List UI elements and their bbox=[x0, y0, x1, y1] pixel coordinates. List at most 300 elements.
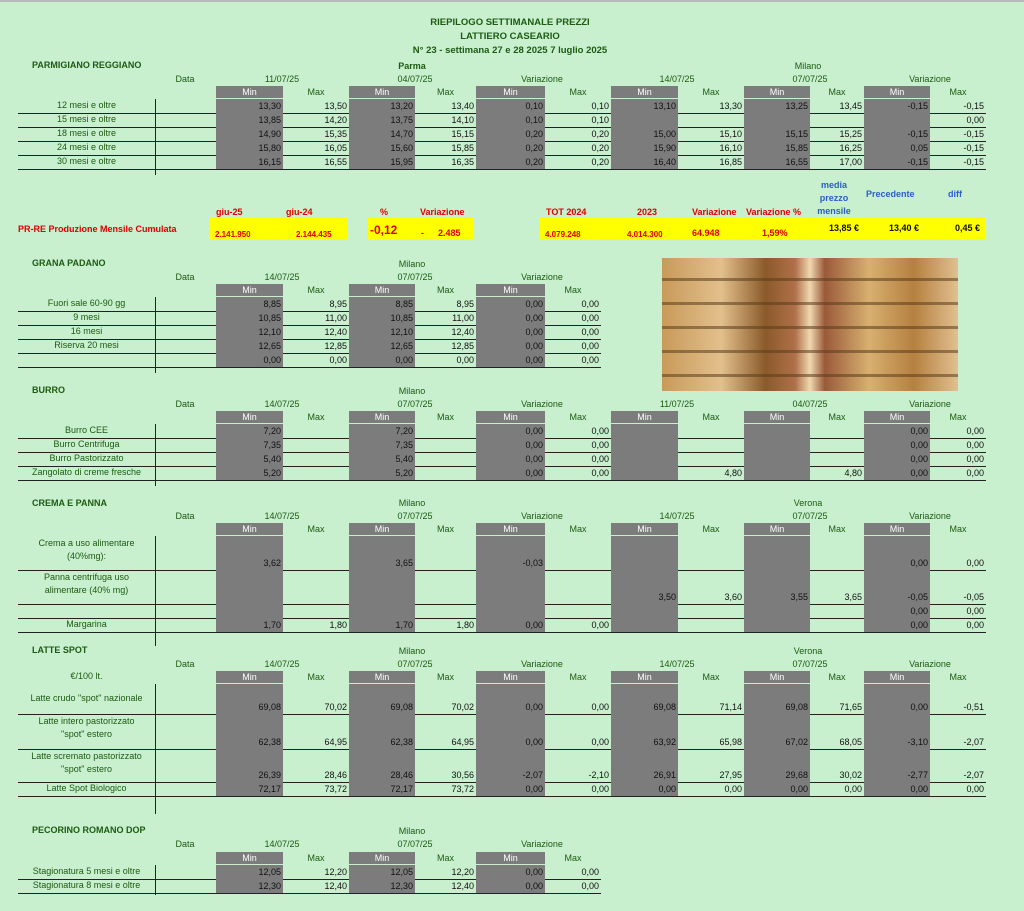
parmigiano-vline bbox=[155, 99, 156, 175]
parmigiano-min-header: Min bbox=[744, 86, 810, 98]
parmigiano-value: 0,05 bbox=[864, 141, 930, 155]
parmigiano-value bbox=[611, 113, 678, 127]
crema-value bbox=[678, 536, 744, 570]
burro-value bbox=[611, 452, 678, 466]
burro-value bbox=[810, 424, 864, 438]
production-label: PR-RE Produzione Mensile Cumulata bbox=[18, 224, 177, 234]
crema-value bbox=[611, 618, 678, 632]
crema-date-2: 14/07/25 bbox=[659, 511, 695, 521]
burro-date-0: 14/07/25 bbox=[264, 399, 300, 409]
parmigiano-value: 13,30 bbox=[719, 101, 742, 111]
parmigiano-row-label: 30 mesi e oltre bbox=[56, 156, 117, 166]
burro-variazione-1: Variazione bbox=[909, 399, 951, 409]
burro-value: 5,20 bbox=[349, 466, 415, 480]
burro-value bbox=[283, 466, 349, 480]
crema-min-header: Min bbox=[216, 523, 283, 535]
crema-value bbox=[810, 536, 864, 570]
parmigiano-value: 16,10 bbox=[719, 143, 742, 153]
parmigiano-min-header: Min bbox=[216, 86, 283, 98]
grana-title: GRANA PADANO bbox=[32, 258, 106, 268]
latte-value: 71,65 bbox=[839, 702, 862, 712]
crema-value: 1,70 bbox=[216, 618, 283, 632]
burro-data-label: Data bbox=[175, 399, 195, 409]
parmigiano-variazione-0: Variazione bbox=[521, 74, 563, 84]
burro-value: 0,00 bbox=[966, 440, 984, 450]
burro-value bbox=[810, 438, 864, 452]
parmigiano-value: 14,90 bbox=[216, 127, 283, 141]
pecorino-row-line bbox=[18, 893, 601, 894]
crema-row-label: Panna centrifuga uso bbox=[43, 572, 130, 582]
latte-title: LATTE SPOT bbox=[32, 645, 88, 655]
burro-value: 0,00 bbox=[864, 466, 930, 480]
pecorino-date-0: 14/07/25 bbox=[264, 839, 300, 849]
crema-value: 0,00 bbox=[864, 618, 930, 632]
latte-value: 30,02 bbox=[839, 770, 862, 780]
latte-value: 0,00 bbox=[844, 784, 862, 794]
burro-value bbox=[415, 438, 476, 452]
parmigiano-value: 15,80 bbox=[216, 141, 283, 155]
latte-value: 65,98 bbox=[719, 737, 742, 747]
burro-variazione-0: Variazione bbox=[521, 399, 563, 409]
burro-value: 0,00 bbox=[864, 438, 930, 452]
hdr-pct: % bbox=[380, 207, 389, 217]
grana-row-label: Fuori sale 60-90 gg bbox=[47, 298, 126, 308]
parmigiano-value: -0,15 bbox=[963, 157, 984, 167]
hdr-tot2024: TOT 2024 bbox=[546, 207, 587, 217]
grana-vline bbox=[155, 297, 156, 373]
grana-row-line bbox=[18, 367, 601, 368]
crema-value bbox=[678, 604, 744, 618]
burro-value bbox=[283, 452, 349, 466]
parmigiano-value: -0,15 bbox=[963, 143, 984, 153]
pecorino-row-label: Stagionatura 8 mesi e oltre bbox=[32, 880, 141, 890]
burro-value: 0,00 bbox=[591, 454, 609, 464]
parmigiano-value: 16,40 bbox=[611, 155, 678, 169]
crema-variazione-1: Variazione bbox=[909, 511, 951, 521]
grana-value: 0,00 bbox=[456, 355, 474, 365]
crema-min-header: Min bbox=[476, 523, 545, 535]
crema-value: 3,62 bbox=[216, 536, 283, 570]
pecorino-value: 0,00 bbox=[476, 865, 545, 879]
latte-value: 69,08 bbox=[349, 684, 415, 714]
parmigiano-row-label: 12 mesi e oltre bbox=[56, 100, 117, 110]
burro-row-line bbox=[18, 480, 986, 481]
pecorino-market: Milano bbox=[398, 826, 426, 836]
latte-min-header: Min bbox=[744, 671, 810, 683]
latte-value: 0,00 bbox=[864, 782, 930, 796]
crema-min-header: Min bbox=[864, 523, 930, 535]
pecorino-max-header: Max bbox=[307, 853, 325, 863]
crema-value: 0,00 bbox=[591, 620, 609, 630]
latte-max-header: Max bbox=[307, 672, 325, 682]
crema-value: 0,00 bbox=[476, 618, 545, 632]
grana-value: 11,00 bbox=[452, 313, 474, 323]
report-title: RIEPILOGO SETTIMANALE PREZZI bbox=[430, 17, 590, 28]
latte-value: 0,00 bbox=[476, 684, 545, 714]
crema-value bbox=[611, 604, 678, 618]
parmigiano-value: 16,25 bbox=[839, 143, 862, 153]
burro-value bbox=[611, 466, 678, 480]
pecorino-vline bbox=[155, 865, 156, 895]
parmigiano-market: Parma bbox=[398, 61, 426, 71]
pecorino-value: 12,40 bbox=[451, 881, 474, 891]
grana-value: 0,00 bbox=[216, 353, 283, 367]
burro-date-1: 07/07/25 bbox=[397, 399, 433, 409]
grana-date-1: 07/07/25 bbox=[397, 272, 433, 282]
crema-min-header: Min bbox=[744, 523, 810, 535]
hdr-variazione-pct: Variazione % bbox=[746, 207, 802, 217]
crema-value bbox=[611, 536, 678, 570]
crema-value bbox=[476, 570, 545, 604]
parmigiano-value: -0,15 bbox=[864, 99, 930, 113]
grana-value: 0,00 bbox=[329, 355, 347, 365]
burro-value: 0,00 bbox=[864, 452, 930, 466]
burro-value: 0,00 bbox=[591, 426, 609, 436]
crema-value: -0,05 bbox=[864, 570, 930, 604]
burro-value bbox=[744, 452, 810, 466]
parmigiano-value: 13,85 bbox=[216, 113, 283, 127]
parmigiano-min-header: Min bbox=[864, 86, 930, 98]
hdr-giu24: giu-24 bbox=[286, 207, 313, 217]
crema-row-label: alimentare (40% mg) bbox=[44, 585, 129, 595]
grana-value: 12,40 bbox=[324, 327, 347, 337]
burro-value bbox=[678, 452, 744, 466]
value-var-sign: - bbox=[421, 228, 424, 238]
parmigiano-value: 13,50 bbox=[324, 101, 347, 111]
pecorino-date-1: 07/07/25 bbox=[397, 839, 433, 849]
grana-value: 12,65 bbox=[349, 339, 415, 353]
burro-value bbox=[415, 466, 476, 480]
pecorino-value: 12,20 bbox=[324, 867, 347, 877]
grana-value: 0,00 bbox=[581, 341, 599, 351]
burro-value: 0,00 bbox=[476, 438, 545, 452]
burro-value bbox=[611, 438, 678, 452]
grana-row-label: 9 mesi bbox=[73, 312, 100, 322]
pecorino-value: 12,20 bbox=[451, 867, 474, 877]
parmigiano-data-label: Data bbox=[175, 74, 195, 84]
burro-min-header: Min bbox=[349, 411, 415, 423]
burro-value: 0,00 bbox=[476, 424, 545, 438]
burro-title: BURRO bbox=[32, 385, 65, 395]
latte-value: 62,38 bbox=[349, 714, 415, 749]
grana-value: 0,00 bbox=[581, 299, 599, 309]
burro-value: 7,35 bbox=[216, 438, 283, 452]
latte-value: 0,00 bbox=[611, 782, 678, 796]
value-2023: 4.014.300 bbox=[627, 230, 663, 239]
parmigiano-value: 0,10 bbox=[476, 99, 545, 113]
latte-value: 72,17 bbox=[349, 782, 415, 796]
burro-min-header: Min bbox=[744, 411, 810, 423]
crema-value bbox=[415, 570, 476, 604]
latte-min-header: Min bbox=[216, 671, 283, 683]
hdr-diff: diff bbox=[948, 189, 962, 199]
burro-value bbox=[678, 424, 744, 438]
latte-variazione-1: Variazione bbox=[909, 659, 951, 669]
latte-value: 68,05 bbox=[839, 737, 862, 747]
grana-value: 11,00 bbox=[325, 313, 347, 323]
latte-max-header: Max bbox=[436, 672, 454, 682]
burro-value: 0,00 bbox=[966, 454, 984, 464]
latte-date-2: 14/07/25 bbox=[659, 659, 695, 669]
latte-value: -0,51 bbox=[963, 702, 984, 712]
crema-value bbox=[744, 618, 810, 632]
crema-market: Milano bbox=[398, 498, 426, 508]
value-giu25: 2.141.950 bbox=[215, 230, 251, 239]
latte-min-header: Min bbox=[349, 671, 415, 683]
latte-value: 0,00 bbox=[864, 684, 930, 714]
grana-value: 0,00 bbox=[476, 353, 545, 367]
crema-row-label: Margarina bbox=[66, 619, 107, 629]
parmigiano-value: 13,25 bbox=[744, 99, 810, 113]
burro-value: 0,00 bbox=[476, 466, 545, 480]
crema-value bbox=[545, 570, 611, 604]
latte-max-header: Max bbox=[702, 672, 720, 682]
pecorino-min-header: Min bbox=[349, 852, 415, 864]
crema-variazione-0: Variazione bbox=[521, 511, 563, 521]
pecorino-value: 12,05 bbox=[349, 865, 415, 879]
crema-value: 0,00 bbox=[966, 606, 984, 616]
burro-row-label: Burro CEE bbox=[64, 425, 108, 435]
crema-max-header: Max bbox=[307, 524, 325, 534]
latte-row-label: Latte Spot Biologico bbox=[46, 783, 127, 793]
crema-data-label: Data bbox=[175, 511, 195, 521]
burro-value: 7,35 bbox=[349, 438, 415, 452]
crema-market: Verona bbox=[793, 498, 823, 508]
latte-value: 69,08 bbox=[611, 684, 678, 714]
burro-max-header: Max bbox=[702, 412, 720, 422]
parmigiano-min-header: Min bbox=[349, 86, 415, 98]
crema-value bbox=[545, 536, 611, 570]
parmigiano-value: 15,85 bbox=[744, 141, 810, 155]
parmigiano-value bbox=[810, 113, 864, 127]
parmigiano-row-label: 18 mesi e oltre bbox=[56, 128, 117, 138]
burro-value: 7,20 bbox=[349, 424, 415, 438]
crema-value bbox=[810, 604, 864, 618]
burro-value: 0,00 bbox=[966, 468, 984, 478]
burro-value bbox=[744, 424, 810, 438]
burro-value: 5,20 bbox=[216, 466, 283, 480]
pecorino-min-header: Min bbox=[216, 852, 283, 864]
pecorino-value: 12,30 bbox=[349, 879, 415, 893]
latte-max-header: Max bbox=[949, 672, 967, 682]
latte-min-header: Min bbox=[476, 671, 545, 683]
burro-max-header: Max bbox=[436, 412, 454, 422]
value-varpct: 1,59% bbox=[762, 228, 788, 238]
pecorino-value: 0,00 bbox=[581, 881, 599, 891]
crema-value: 1,70 bbox=[349, 618, 415, 632]
parmigiano-value: 16,55 bbox=[744, 155, 810, 169]
grana-value: 12,40 bbox=[451, 327, 474, 337]
parmigiano-max-header: Max bbox=[702, 87, 720, 97]
latte-value: -2,07 bbox=[476, 749, 545, 782]
crema-value: 3,65 bbox=[349, 536, 415, 570]
burro-value: 5,40 bbox=[216, 452, 283, 466]
crema-value bbox=[415, 604, 476, 618]
parmigiano-value: 0,20 bbox=[591, 129, 609, 139]
burro-value: 0,00 bbox=[591, 468, 609, 478]
burro-value bbox=[744, 466, 810, 480]
crema-max-header: Max bbox=[949, 524, 967, 534]
cheese-warehouse-photo bbox=[662, 258, 958, 391]
burro-row-label: Burro Pastorizzato bbox=[49, 453, 124, 463]
parmigiano-value: 13,75 bbox=[349, 113, 415, 127]
report-number: N° 23 - settimana 27 e 28 2025 7 luglio 2025 bbox=[412, 45, 608, 56]
latte-value: 27,95 bbox=[719, 770, 742, 780]
crema-value bbox=[283, 570, 349, 604]
latte-row-label: Latte crudo "spot" nazionale bbox=[30, 693, 143, 703]
value-pct: -0,12 bbox=[370, 223, 398, 237]
grana-value: 10,85 bbox=[349, 311, 415, 325]
latte-value: 71,14 bbox=[719, 702, 742, 712]
burro-value: 0,00 bbox=[591, 440, 609, 450]
pecorino-value: 12,40 bbox=[324, 881, 347, 891]
latte-value: 64,95 bbox=[324, 737, 347, 747]
crema-value: 0,00 bbox=[864, 604, 930, 618]
crema-value bbox=[349, 570, 415, 604]
value-var: 2.485 bbox=[438, 228, 461, 238]
crema-max-header: Max bbox=[702, 524, 720, 534]
parmigiano-max-header: Max bbox=[436, 87, 454, 97]
burro-value bbox=[283, 424, 349, 438]
latte-value: 0,00 bbox=[476, 782, 545, 796]
crema-value bbox=[678, 618, 744, 632]
grana-variazione-0: Variazione bbox=[521, 272, 563, 282]
parmigiano-value: 16,05 bbox=[324, 143, 347, 153]
crema-value: -0,05 bbox=[963, 592, 984, 602]
grana-data-label: Data bbox=[175, 272, 195, 282]
hdr-precedente: Precedente bbox=[866, 189, 915, 199]
crema-value bbox=[216, 570, 283, 604]
parmigiano-value: 13,20 bbox=[349, 99, 415, 113]
latte-value: 73,72 bbox=[324, 784, 347, 794]
parmigiano-value: 16,35 bbox=[451, 157, 474, 167]
burro-value bbox=[415, 424, 476, 438]
latte-value: 29,68 bbox=[744, 749, 810, 782]
burro-min-header: Min bbox=[611, 411, 678, 423]
grana-value: 8,85 bbox=[216, 297, 283, 311]
crema-value bbox=[545, 604, 611, 618]
latte-value: 72,17 bbox=[216, 782, 283, 796]
parmigiano-max-header: Max bbox=[569, 87, 587, 97]
crema-value bbox=[810, 618, 864, 632]
parmigiano-value: -0,15 bbox=[963, 101, 984, 111]
burro-value bbox=[744, 438, 810, 452]
crema-value bbox=[415, 536, 476, 570]
parmigiano-value: 15,85 bbox=[451, 143, 474, 153]
crema-row-label: Crema a uso alimentare bbox=[38, 538, 135, 548]
parmigiano-value: 13,45 bbox=[839, 101, 862, 111]
burro-max-header: Max bbox=[828, 412, 846, 422]
value-giu24: 2.144.435 bbox=[296, 230, 332, 239]
burro-value: 0,00 bbox=[864, 424, 930, 438]
parmigiano-value: -0,15 bbox=[963, 129, 984, 139]
parmigiano-value: 14,70 bbox=[349, 127, 415, 141]
parmigiano-value: 16,55 bbox=[324, 157, 347, 167]
parmigiano-value: 0,20 bbox=[591, 143, 609, 153]
grana-min-header: Min bbox=[216, 284, 283, 296]
burro-value bbox=[415, 452, 476, 466]
latte-value: 64,95 bbox=[451, 737, 474, 747]
latte-value: -2,77 bbox=[864, 749, 930, 782]
latte-min-header: Min bbox=[611, 671, 678, 683]
parmigiano-value: 0,10 bbox=[476, 113, 545, 127]
parmigiano-max-header: Max bbox=[828, 87, 846, 97]
latte-value: 0,00 bbox=[744, 782, 810, 796]
parmigiano-value: 0,20 bbox=[476, 141, 545, 155]
pecorino-value: 12,30 bbox=[216, 879, 283, 893]
grana-value: 0,00 bbox=[476, 339, 545, 353]
parmigiano-min-header: Min bbox=[476, 86, 545, 98]
burro-value: 4,80 bbox=[724, 468, 742, 478]
crema-max-header: Max bbox=[436, 524, 454, 534]
crema-row-label: (40%mg): bbox=[66, 551, 106, 561]
parmigiano-date-2: 14/07/25 bbox=[659, 74, 695, 84]
top-border bbox=[0, 0, 1024, 2]
crema-value bbox=[349, 604, 415, 618]
grana-value: 12,10 bbox=[349, 325, 415, 339]
grana-value: 10,85 bbox=[216, 311, 283, 325]
burro-max-header: Max bbox=[949, 412, 967, 422]
parmigiano-value bbox=[744, 113, 810, 127]
crema-value: 0,00 bbox=[966, 620, 984, 630]
parmigiano-value: 15,35 bbox=[324, 129, 347, 139]
latte-row-label: "spot" estero bbox=[61, 729, 112, 739]
burro-value bbox=[611, 424, 678, 438]
grana-value: 8,95 bbox=[329, 299, 347, 309]
value-diff: 0,45 € bbox=[955, 223, 981, 233]
crema-date-1: 07/07/25 bbox=[397, 511, 433, 521]
parmigiano-value: 15,00 bbox=[611, 127, 678, 141]
grana-row-label: 16 mesi bbox=[70, 326, 103, 336]
latte-value: 0,00 bbox=[591, 737, 609, 747]
pecorino-max-header: Max bbox=[564, 853, 582, 863]
latte-unit: €/100 lt. bbox=[70, 671, 103, 681]
latte-value: 28,46 bbox=[349, 749, 415, 782]
latte-value: 0,00 bbox=[591, 784, 609, 794]
parmigiano-value: 13,30 bbox=[216, 99, 283, 113]
latte-variazione-0: Variazione bbox=[521, 659, 563, 669]
burro-max-header: Max bbox=[307, 412, 325, 422]
burro-row-label: Burro Centrifuga bbox=[53, 439, 120, 449]
grana-value: 0,00 bbox=[581, 327, 599, 337]
parmigiano-value: -0,15 bbox=[864, 155, 930, 169]
parmigiano-value: 13,40 bbox=[451, 101, 474, 111]
parmigiano-max-header: Max bbox=[949, 87, 967, 97]
grana-value: 0,00 bbox=[476, 325, 545, 339]
crema-value: 1,80 bbox=[456, 620, 474, 630]
grana-value: 0,00 bbox=[581, 313, 599, 323]
burro-min-header: Min bbox=[216, 411, 283, 423]
latte-value: 26,91 bbox=[611, 749, 678, 782]
latte-value: 0,00 bbox=[591, 702, 609, 712]
crema-max-header: Max bbox=[828, 524, 846, 534]
crema-value: -0,03 bbox=[476, 536, 545, 570]
parmigiano-value: -0,15 bbox=[864, 127, 930, 141]
parmigiano-value: 14,20 bbox=[324, 115, 347, 125]
latte-row-label: "spot" estero bbox=[61, 764, 112, 774]
report-subtitle: LATTIERO CASEARIO bbox=[460, 31, 560, 42]
latte-value: -2,10 bbox=[588, 770, 609, 780]
parmigiano-min-header: Min bbox=[611, 86, 678, 98]
latte-row-line bbox=[18, 796, 986, 797]
crema-date-0: 14/07/25 bbox=[264, 511, 300, 521]
crema-value bbox=[476, 604, 545, 618]
latte-data-label: Data bbox=[175, 659, 195, 669]
crema-value bbox=[744, 536, 810, 570]
burro-value: 0,00 bbox=[476, 452, 545, 466]
crema-title: CREMA E PANNA bbox=[32, 498, 108, 508]
grana-row-label: Riserva 20 mesi bbox=[54, 340, 119, 350]
